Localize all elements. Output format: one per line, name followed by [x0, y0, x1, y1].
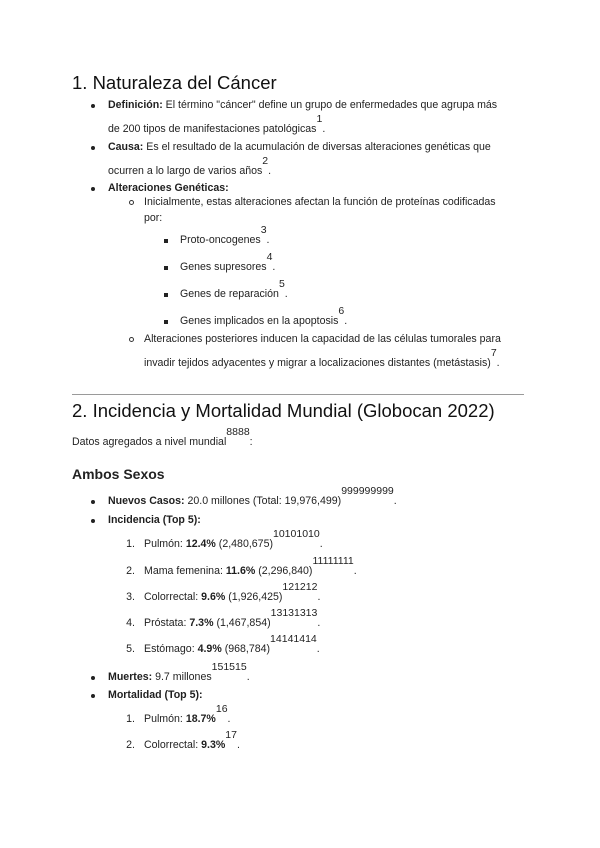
period: .: [268, 165, 272, 177]
definicion-text-2: de 200 tipos de manifestaciones patológicas: [108, 123, 317, 135]
cancer-name: Colorrectal:: [144, 591, 202, 603]
period: .: [284, 288, 288, 300]
count: (968,784): [221, 643, 271, 655]
period: .: [393, 495, 397, 507]
causa-label: Causa:: [108, 141, 144, 153]
incidencia-item-2: [144, 555, 357, 577]
protein-item-2: [180, 251, 276, 273]
bullet-circle: [129, 200, 134, 205]
bullet-disc: [91, 519, 95, 523]
item-text: Genes de reparación: [180, 288, 279, 300]
cancer-name: Pulmón:: [144, 538, 186, 550]
sub2-text: invadir tejidos adyacentes y migrar a localizaciones distantes (metástasis): [144, 357, 491, 369]
footnote-ref[interactable]: 6: [338, 305, 345, 317]
footnote-ref[interactable]: 17: [225, 729, 237, 741]
footnote-ref[interactable]: 8888: [226, 426, 250, 438]
cancer-name: Estómago:: [144, 643, 198, 655]
incidencia-item-5: [144, 633, 320, 655]
mortalidad-label-line: [108, 689, 203, 701]
footnote-ref[interactable]: 2: [262, 155, 269, 167]
period: .: [227, 713, 231, 725]
section-1-title: 1. Naturaleza del Cáncer: [72, 72, 277, 93]
muertes-text: 9.7 millones: [152, 671, 212, 683]
footnote-ref[interactable]: 4: [266, 251, 273, 263]
bullet-square: [164, 320, 168, 324]
period: .: [236, 739, 240, 751]
bullet-square: [164, 239, 168, 243]
incidencia-label-line: [108, 514, 201, 526]
mortalidad-item-1: [144, 703, 231, 725]
bullet-disc: [91, 676, 95, 680]
footnote-ref[interactable]: 1: [316, 113, 323, 125]
period: .: [266, 234, 270, 246]
percentage: 12.4%: [185, 538, 216, 550]
bullet-disc: [91, 500, 95, 504]
incidencia-item-4: [144, 607, 321, 629]
percentage: 18.7%: [185, 713, 216, 725]
bullet-square: [164, 293, 168, 297]
alteraciones-sub2-line-1: Alteraciones posteriores inducen la capacidad de las células tumorales para: [144, 333, 501, 345]
muertes-line: [108, 661, 250, 683]
protein-item-4: [180, 305, 348, 327]
subheading-ambos-sexos: Ambos Sexos: [72, 466, 165, 482]
footnote-ref[interactable]: 121212: [282, 581, 318, 593]
footnote-ref[interactable]: 10101010: [273, 528, 320, 540]
count: (2,296,840): [255, 565, 313, 577]
nuevos-text: 20.0 millones (Total: 19,976,499): [184, 495, 342, 507]
footnote-ref[interactable]: 14141414: [270, 633, 317, 645]
protein-item-3: [180, 278, 288, 300]
list-number: 3.: [126, 591, 135, 603]
definicion-line-2: [108, 113, 326, 135]
causa-text-1: Es el resultado de la acumulación de diversas alteraciones genéticas que: [143, 141, 491, 153]
period: .: [496, 357, 500, 369]
cancer-name: Colorrectal:: [144, 739, 202, 751]
list-number: 4.: [126, 617, 135, 629]
period: .: [246, 671, 250, 683]
colon: :: [249, 436, 253, 448]
period: .: [317, 591, 321, 603]
footnote-ref[interactable]: 3: [260, 224, 267, 236]
definicion-text-1: El término "cáncer" define un grupo de enfermedades que agrupa más: [162, 99, 498, 111]
list-number: 2.: [126, 565, 135, 577]
period: .: [316, 643, 320, 655]
bullet-disc: [91, 694, 95, 698]
period: .: [353, 565, 357, 577]
item-text: Proto-oncogenes: [180, 234, 261, 246]
period: .: [317, 617, 321, 629]
alteraciones-sub1-line-2: por:: [144, 212, 163, 224]
period: .: [322, 123, 326, 135]
mortalidad-item-2: [144, 729, 240, 751]
bullet-disc: [91, 187, 95, 191]
item-text: Genes supresores: [180, 261, 267, 273]
incidencia-label: Incidencia (Top 5):: [108, 514, 201, 526]
muertes-label: Muertes:: [108, 671, 153, 683]
list-number: 1.: [126, 538, 135, 550]
bullet-circle: [129, 337, 134, 342]
alteraciones-sub2-line-2: [144, 347, 500, 369]
bullet-disc: [91, 146, 95, 150]
nuevos-casos-line: [108, 485, 397, 507]
footnote-ref[interactable]: 16: [215, 703, 228, 715]
percentage: 9.6%: [201, 591, 226, 603]
definicion-line-1: [108, 99, 497, 111]
period: .: [344, 315, 348, 327]
alteraciones-sub1-line-1: Inicialmente, estas alteraciones afectan la función de proteínas codificadas: [144, 196, 496, 208]
percentage: 11.6%: [225, 565, 256, 577]
causa-text-2: ocurren a lo largo de varios años: [108, 165, 263, 177]
period: .: [272, 261, 276, 273]
alteraciones-label: Alteraciones Genéticas:: [108, 182, 229, 194]
cancer-name: Próstata:: [144, 617, 190, 629]
percentage: 7.3%: [189, 617, 214, 629]
intro-text: Datos agregados a nivel mundial: [72, 436, 227, 448]
cancer-name: Mama femenina:: [144, 565, 226, 577]
section-divider: [72, 394, 524, 395]
list-number: 5.: [126, 643, 135, 655]
nuevos-label: Nuevos Casos:: [108, 495, 185, 507]
count: (1,467,854): [213, 617, 271, 629]
footnote-ref[interactable]: 13131313: [270, 607, 318, 619]
footnote-ref[interactable]: 7: [490, 347, 497, 359]
causa-line-2: [108, 155, 272, 177]
list-number: 2.: [126, 739, 135, 751]
bullet-disc: [91, 104, 95, 108]
period: .: [319, 538, 323, 550]
footnote-ref[interactable]: 11111111: [312, 555, 354, 567]
count: (1,926,425): [225, 591, 283, 603]
list-number: 1.: [126, 713, 135, 725]
mortalidad-label: Mortalidad (Top 5):: [108, 689, 203, 701]
percentage: 9.3%: [201, 739, 226, 751]
incidencia-item-3: [144, 581, 321, 603]
intro-line: [72, 426, 253, 448]
percentage: 4.9%: [197, 643, 222, 655]
footnote-ref[interactable]: 5: [278, 278, 285, 290]
alteraciones-line: [108, 182, 229, 194]
item-text: Genes implicados en la apoptosis: [180, 315, 339, 327]
section-2-title: 2. Incidencia y Mortalidad Mundial (Globocan 2022): [72, 400, 495, 421]
bullet-square: [164, 266, 168, 270]
definicion-label: Definición:: [108, 99, 163, 111]
count: (2,480,675): [215, 538, 273, 550]
footnote-ref[interactable]: 999999999: [341, 485, 394, 497]
incidencia-item-1: [144, 528, 323, 550]
protein-item-1: [180, 224, 270, 246]
footnote-ref[interactable]: 151515: [211, 661, 247, 673]
causa-line-1: [108, 141, 491, 153]
cancer-name: Pulmón:: [144, 713, 186, 725]
